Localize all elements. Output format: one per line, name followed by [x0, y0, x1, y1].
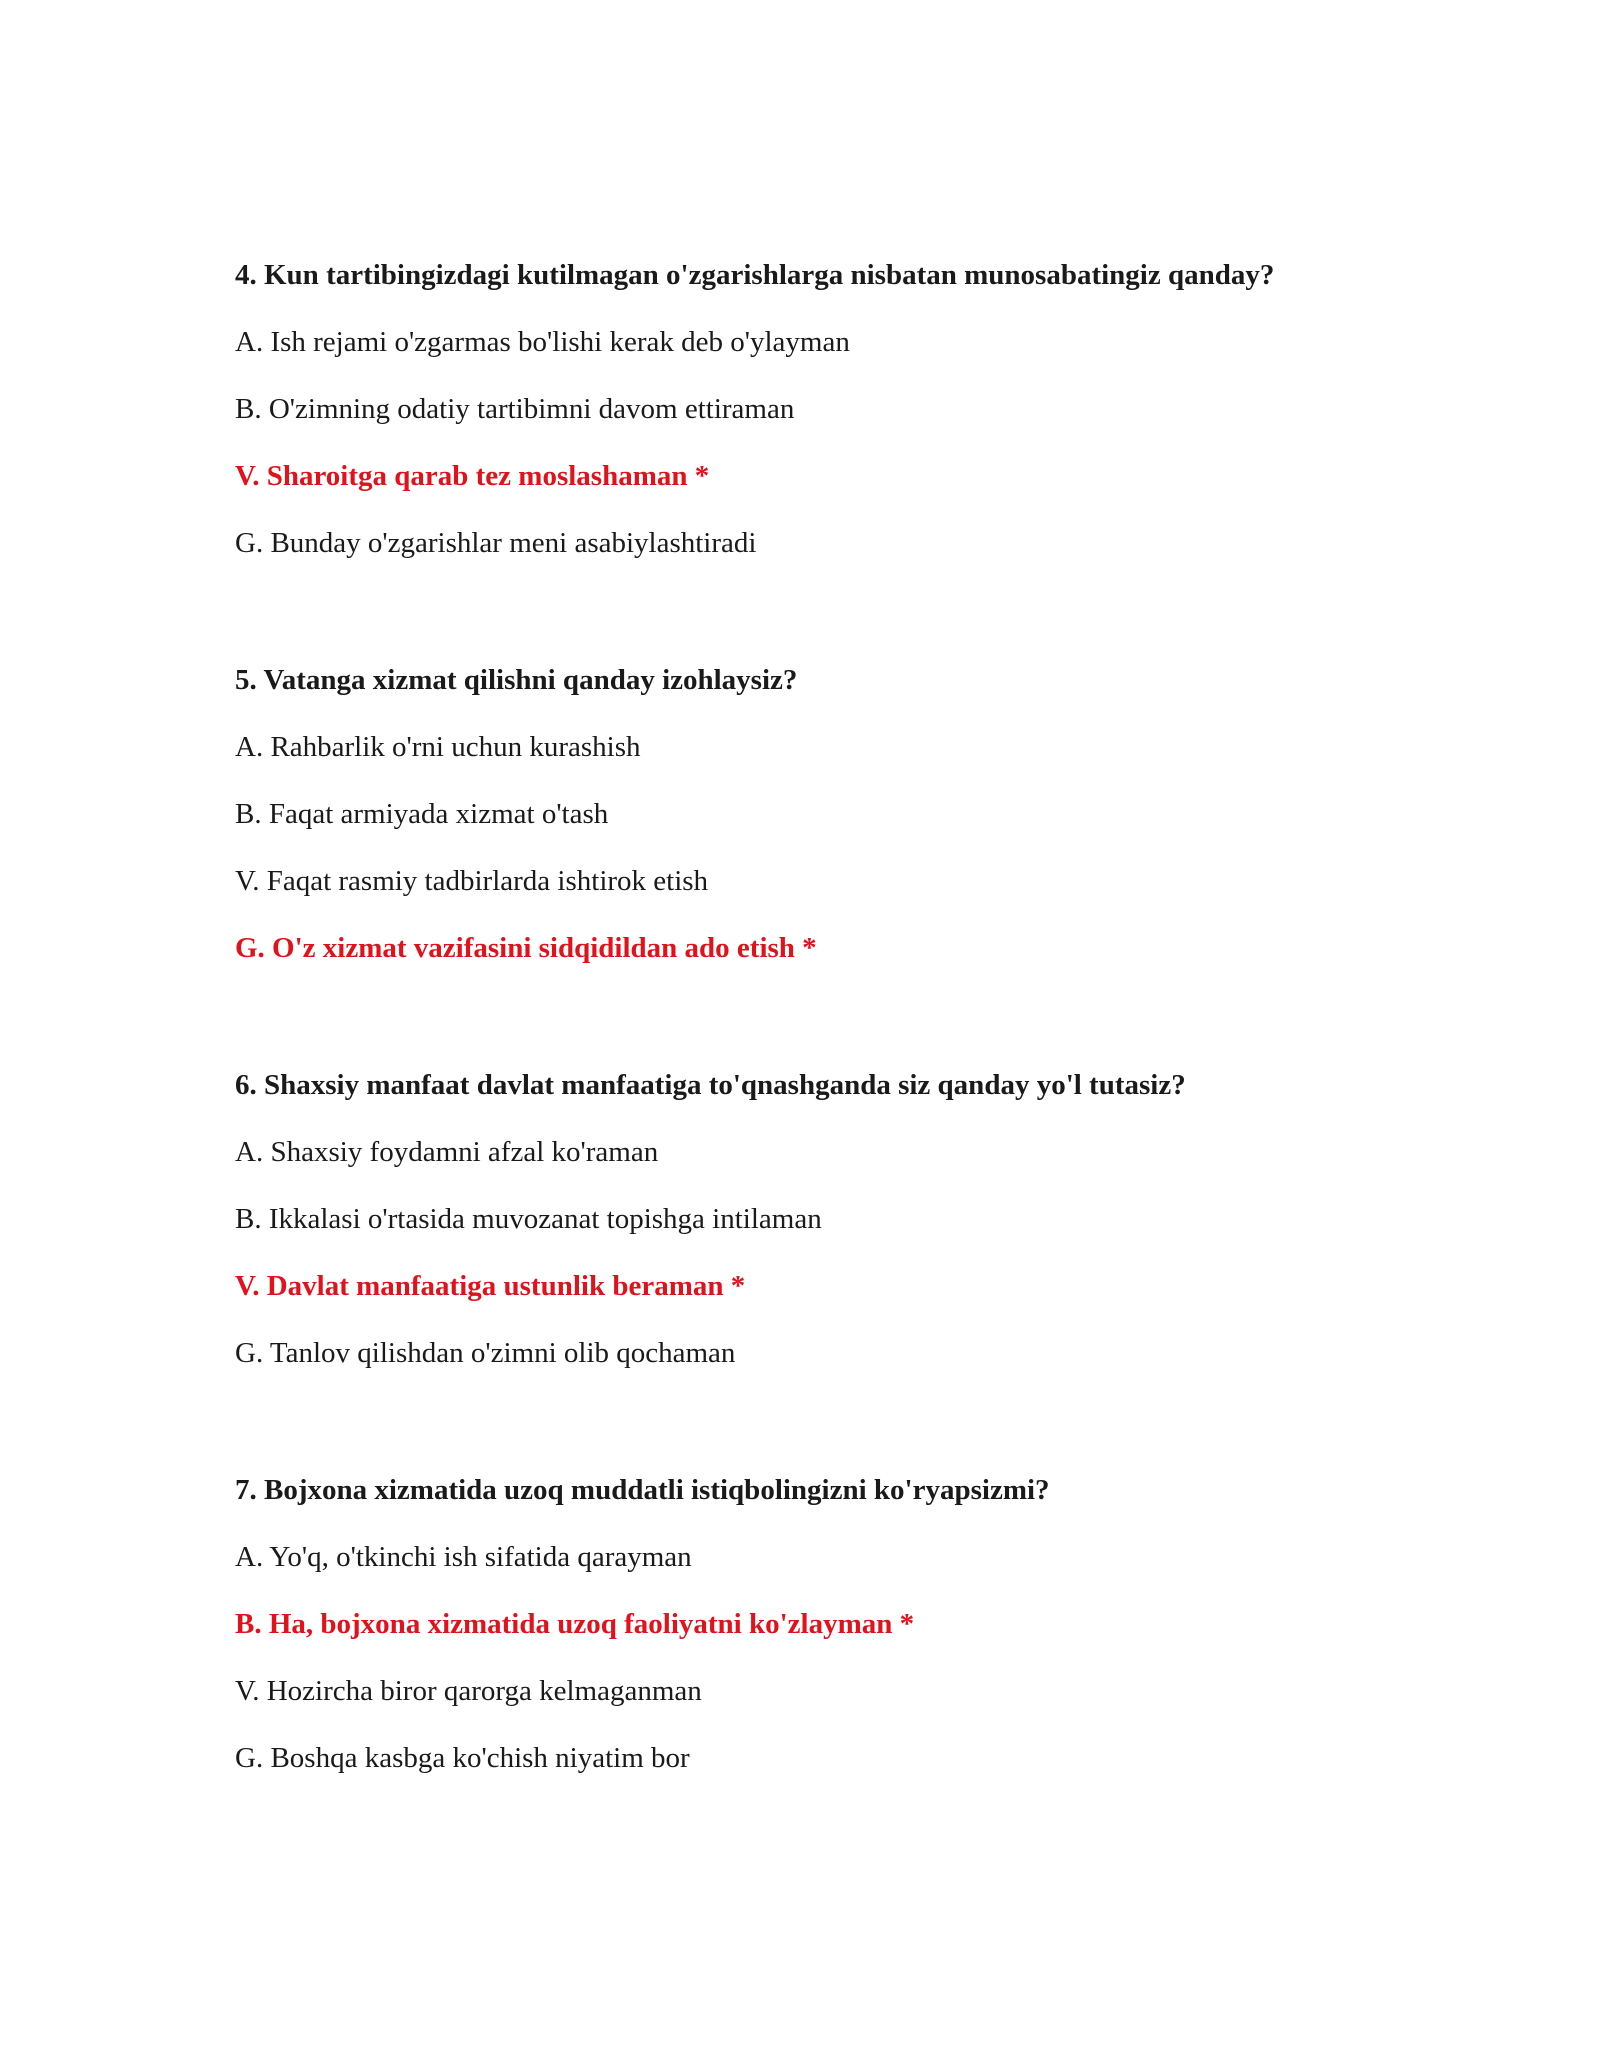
- question-title: 5. Vatanga xizmat qilishni qanday izohlaysiz?: [235, 664, 798, 696]
- answer-option-v: V. Hozircha biror qarorga kelmaganman: [235, 1675, 702, 1707]
- answer-option-a: A. Yo'q, o'tkinchi ish sifatida qarayman: [235, 1541, 692, 1573]
- answer-option-a: A. Shaxsiy foydamni afzal ko'raman: [235, 1136, 659, 1168]
- answer-option-g: G. Tanlov qilishdan o'zimni olib qochaman: [235, 1337, 736, 1369]
- answer-option-v-correct: V. Sharoitga qarab tez moslashaman *: [235, 460, 710, 492]
- answer-option-b: B. Faqat armiyada xizmat o'tash: [235, 798, 609, 830]
- question-title: 6. Shaxsiy manfaat davlat manfaatiga to'qnashganda siz qanday yo'l tutasiz?: [235, 1069, 1186, 1101]
- answer-option-a: A. Rahbarlik o'rni uchun kurashish: [235, 731, 641, 763]
- answer-option-g: G. Bunday o'zgarishlar meni asabiylashtiradi: [235, 527, 757, 559]
- question-block-6: [235, 1068, 1435, 1369]
- answer-option-a: A. Ish rejami o'zgarmas bo'lishi kerak deb o'ylayman: [235, 326, 850, 358]
- question-block-5: [235, 663, 1435, 964]
- answer-option-v: V. Faqat rasmiy tadbirlarda ishtirok etish: [235, 865, 709, 897]
- question-block-4: [235, 258, 1435, 559]
- question-title: 4. Kun tartibingizdagi kutilmagan o'zgarishlarga nisbatan munosabatingiz qanday?: [235, 259, 1275, 291]
- question-title: 7. Bojxona xizmatida uzoq muddatli istiqbolingizni ko'ryapsizmi?: [235, 1474, 1050, 1506]
- answer-option-g-correct: G. O'z xizmat vazifasini sidqidildan ado etish *: [235, 932, 817, 964]
- answer-option-b-correct: B. Ha, bojxona xizmatida uzoq faoliyatni ko'zlayman *: [235, 1608, 915, 1640]
- answer-option-v-correct: V. Davlat manfaatiga ustunlik beraman *: [235, 1270, 746, 1302]
- answer-option-b: B. Ikkalasi o'rtasida muvozanat topishga intilaman: [235, 1203, 822, 1235]
- answer-option-g: G. Boshqa kasbga ko'chish niyatim bor: [235, 1742, 690, 1774]
- answer-option-b: B. O'zimning odatiy tartibimni davom ettiraman: [235, 393, 795, 425]
- question-block-7: [235, 1473, 1435, 1774]
